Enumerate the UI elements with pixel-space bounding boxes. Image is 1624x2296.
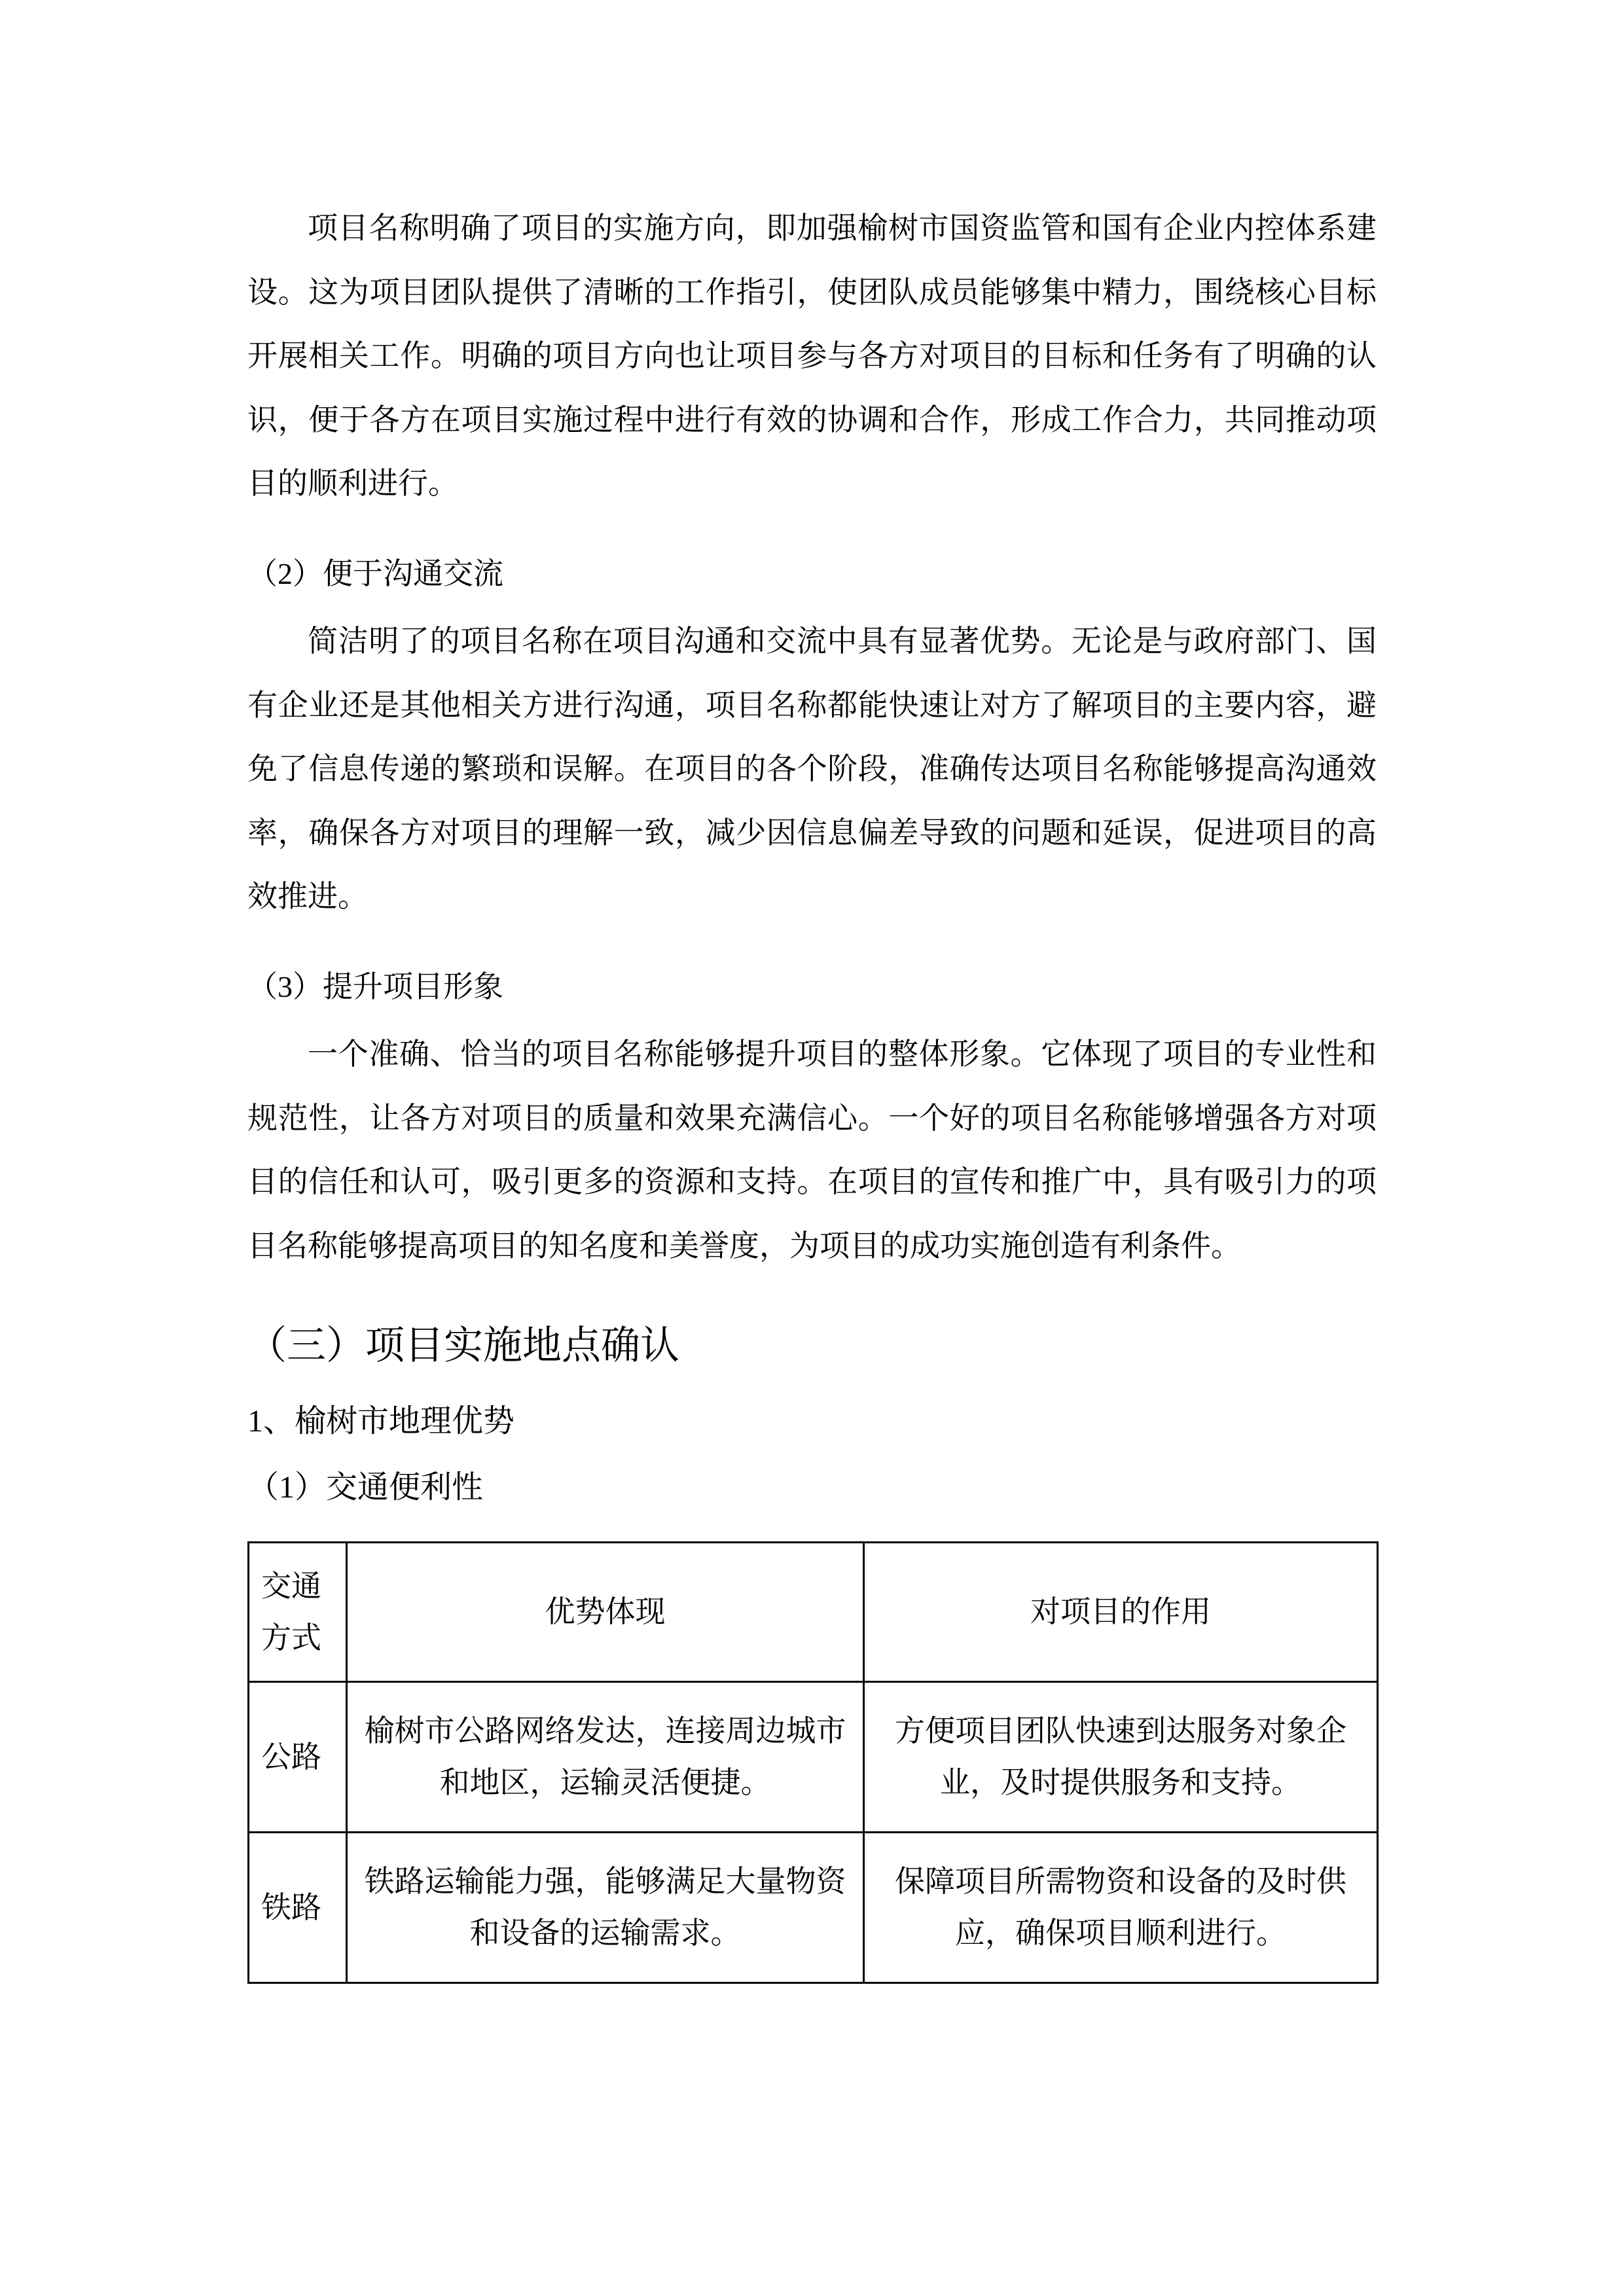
heading-communication: （2）便于沟通交流 (247, 556, 503, 590)
table-cell-advantage: 榆树市公路网络发达，连接周边城市和地区，运输灵活便捷。 (347, 1681, 864, 1832)
paragraph-project-direction: 项目名称明确了项目的实施方向，即加强榆树市国资监管和国有企业内控体系建设。这为项目团队提供了清晰的工作指引，使团队成员能够集中精力，围绕核心目标开展相关工作。明确的项目方向也让项目参与各方对项目的目标和任务有了明确的认识，便于各方在项目实施过程中进行有效的协调和合作，形成工作合力，共同推动项目的顺利进行。 (247, 211, 1377, 501)
table-cell-role: 方便项目团队快速到达服务对象企业，及时提供服务和支持。 (864, 1681, 1378, 1832)
sub-heading-traffic: （1）交通便利性 (247, 1470, 484, 1505)
table-row-highway (249, 1681, 1378, 1832)
section-heading-location: （三）项目实施地点确认 (247, 1324, 679, 1368)
table-header-row (249, 1542, 1378, 1681)
table-header-advantage: 优势体现 (347, 1542, 864, 1681)
document-content (247, 196, 1377, 1984)
traffic-advantage-table (247, 1541, 1379, 1984)
table-cell-mode: 公路 (249, 1681, 347, 1832)
heading-image: （3）提升项目形象 (247, 969, 503, 1003)
table-cell-advantage: 铁路运输能力强，能够满足大量物资和设备的运输需求。 (347, 1832, 864, 1982)
table-header-mode: 交通方式 (249, 1542, 347, 1681)
table-cell-role: 保障项目所需物资和设备的及时供应，确保项目顺利进行。 (864, 1832, 1378, 1982)
sub-heading-geography: 1、榆树市地理优势 (247, 1404, 515, 1439)
table-cell-mode: 铁路 (249, 1832, 347, 1982)
paragraph-communication: 简洁明了的项目名称在项目沟通和交流中具有显著优势。无论是与政府部门、国有企业还是其他相关方进行沟通，项目名称都能快速让对方了解项目的主要内容，避免了信息传递的繁琐和误解。在项目的各个阶段，准确传达项目名称能够提高沟通效率，确保各方对项目的理解一致，减少因信息偏差导致的问题和延误，促进项目的高效推进。 (247, 624, 1377, 914)
table-row-railway (249, 1832, 1378, 1982)
table-header-role: 对项目的作用 (864, 1542, 1378, 1681)
paragraph-image: 一个准确、恰当的项目名称能够提升项目的整体形象。它体现了项目的专业性和规范性，让各方对项目的质量和效果充满信心。一个好的项目名称能够增强各方对项目的信任和认可，吸引更多的资源和支持。在项目的宣传和推广中，具有吸引力的项目名称能够提高项目的知名度和美誉度，为项目的成功实施创造有利条件。 (247, 1037, 1377, 1263)
